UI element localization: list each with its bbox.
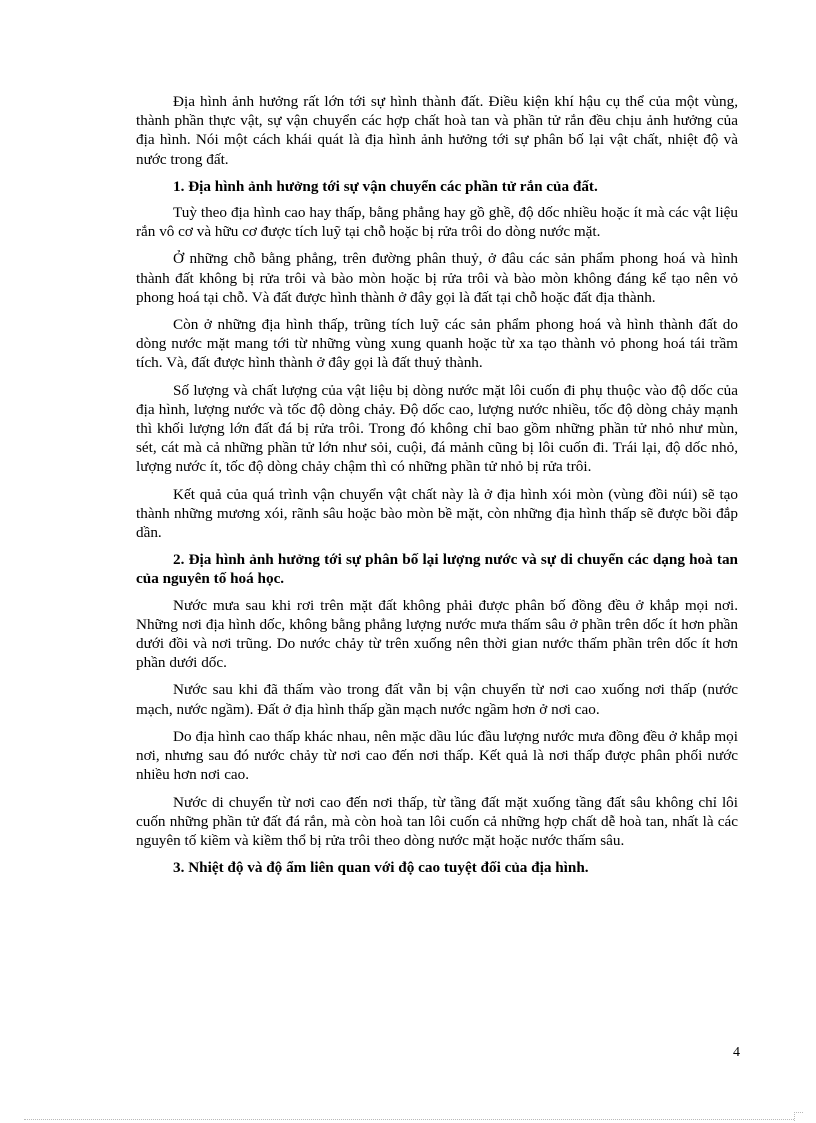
body-paragraph: Nước di chuyển từ nơi cao đến nơi thấp, từ tầng đất mặt xuống tầng đất sâu không chỉ lôi cuốn những phần tử đất đá rắn, mà còn hoà tan lôi cuốn cả những hợp chất dễ hoà tan, nhất là các nguyên tố kiềm và kiềm thổ bị rửa trôi theo dòng nước mặt hoặc nước thấm sâu. (136, 793, 738, 849)
body-paragraph: Tuỳ theo địa hình cao hay thấp, bằng phẳng hay gồ ghề, độ dốc nhiều hoặc ít mà các vật liệu rắn vô cơ và hữu cơ được tích luỹ tại chỗ hoặc bị rửa trôi do dòng nước mặt. (136, 204, 738, 241)
page-corner-mark (794, 1112, 803, 1121)
body-paragraph: Số lượng và chất lượng của vật liệu bị dòng nước mặt lôi cuốn đi phụ thuộc vào độ dốc của địa hình, lượng nước và tốc độ dòng chảy. Độ dốc cao, lượng nước nhiều, tốc độ dòng chảy mạnh thì khối lượng lớn đất đá bị rửa trôi. Trong đó không chỉ bao gồm những phần tử nhỏ như mùn, sét, cát mà cả những phần tử lớn như sỏi, cuội, đá mảnh cũng bị lôi cuốn đi. Trái lại, độ dốc nhỏ, lượng nước ít, tốc độ dòng chảy chậm thì có những phần tử nhỏ bị rửa trôi. (136, 381, 738, 476)
body-paragraph: Kết quả của quá trình vận chuyển vật chất này là ở địa hình xói mòn (vùng đồi núi) sẽ tạo thành những mương xói, rãnh sâu hoặc bào mòn bề mặt, còn những địa hình thấp sẽ được bồi đắp dần. (136, 485, 738, 542)
page-number: 4 (733, 1045, 740, 1060)
body-paragraph: Còn ở những địa hình thấp, trũng tích luỹ các sản phẩm phong hoá và hình thành đất do dòng nước mặt mang tới từ những vùng xung quanh hoặc từ xa tạo thành vỏ phong hoá tái trầm tích. Và, đất được hình thành ở đây gọi là đất thuỷ thành. (136, 316, 738, 372)
section-heading: 2. Địa hình ảnh hưởng tới sự phân bố lại lượng nước và sự di chuyển các dạng hoà tan của nguyên tố hoá học. (136, 551, 738, 588)
section-heading: 1. Địa hình ảnh hưởng tới sự vận chuyển các phần tử rắn của đất. (173, 177, 598, 195)
body-paragraph: Ở những chỗ bằng phẳng, trên đường phân thuỷ, ở đâu các sản phẩm phong hoá và hình thành đất không bị rửa trôi và bào mòn hoặc bị rửa trôi và bào mòn không đáng kể tạo nên vỏ phong hoá tại chỗ. Và đất được hình thành ở đây gọi là đất tại chỗ hoặc đất địa thành. (136, 250, 738, 306)
page-bottom-dotted-rule (24, 1119, 794, 1120)
body-paragraph: Địa hình ảnh hưởng rất lớn tới sự hình thành đất. Điều kiện khí hậu cụ thể của một vùng, thành phần thực vật, sự vận chuyển các hợp chất hoà tan và phần tử rắn đều chịu ảnh hưởng của địa hình. Nói một cách khái quát là địa hình ảnh hưởng tới sự phân bố lại vật chất, nhiệt độ và nước trong đất. (136, 93, 738, 168)
body-paragraph: Nước sau khi đã thấm vào trong đất vẫn bị vận chuyển từ nơi cao xuống nơi thấp (nước mạch, nước ngầm). Đất ở địa hình thấp gần mạch nước ngầm hơn ở nơi cao. (136, 681, 738, 718)
section-heading: 3. Nhiệt độ và độ ẩm liên quan với độ cao tuyệt đối của địa hình. (173, 859, 589, 877)
body-paragraph: Do địa hình cao thấp khác nhau, nên mặc dầu lúc đầu lượng nước mưa đồng đều ở khắp mọi nơi, nhưng sau đó nước chảy từ nơi cao đến nơi thấp. Kết quả là nơi thấp được phân phối nước nhiều hơn nơi cao. (136, 727, 738, 784)
page-body (136, 92, 738, 884)
body-paragraph: Nước mưa sau khi rơi trên mặt đất không phải được phân bố đồng đều ở khắp mọi nơi. Những nơi địa hình dốc, không bằng phẳng lượng nước mưa thấm sâu ở phần trên dốc ít hơn phần dưới đồi và nơi trũng. Do nước chảy từ trên xuống nên thời gian nước thấm phần trên dốc ít hơn phần dưới dốc. (136, 596, 738, 672)
